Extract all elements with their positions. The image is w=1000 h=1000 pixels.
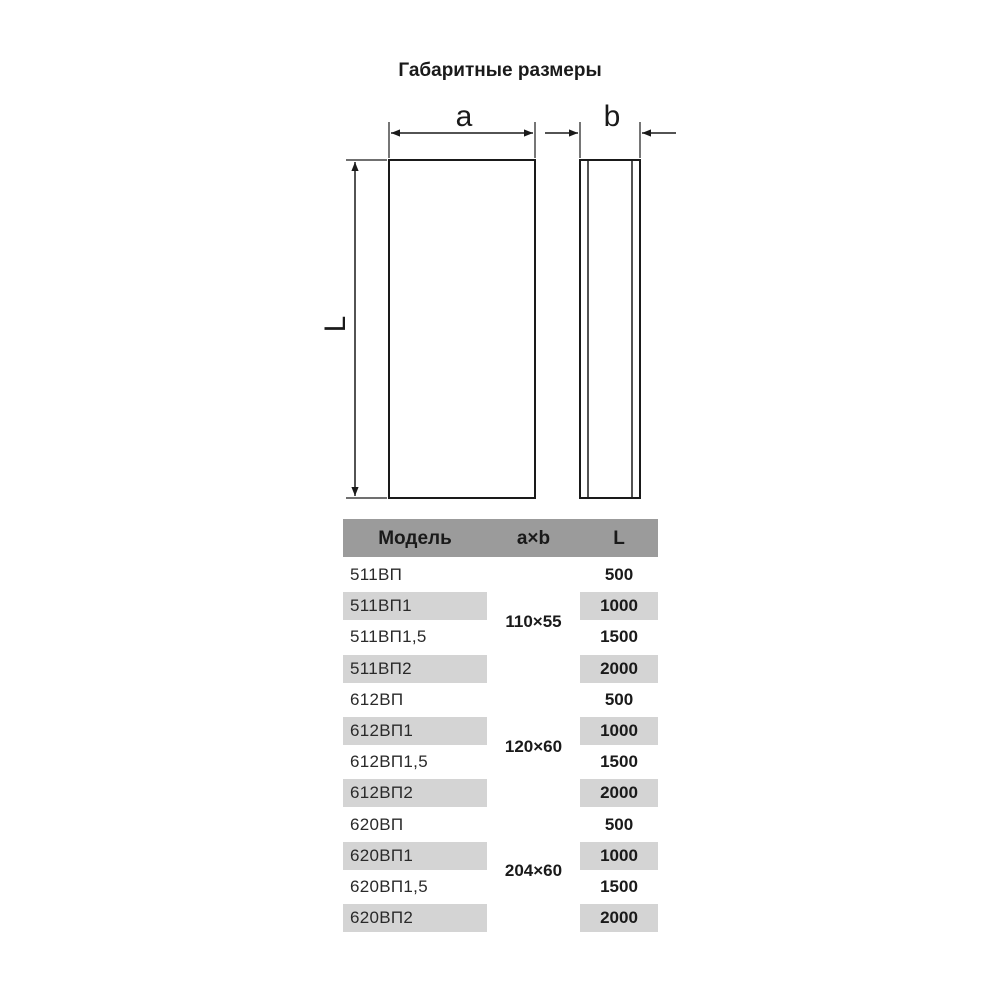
dimension-a-label: a (455, 100, 473, 133)
length-cell: 500 (604, 565, 634, 584)
model-cell: 620ВП1 (350, 846, 414, 865)
header-model: Модель (378, 528, 452, 549)
dimension-L-label: L (319, 315, 352, 333)
header-size: a×b (516, 528, 551, 549)
dimension-L (319, 160, 387, 498)
model-cell: 620ВП (350, 815, 404, 834)
model-cell: 620ВП2 (350, 908, 414, 927)
size-cell: 204×60 (504, 861, 563, 880)
length-cell: 1000 (600, 846, 638, 865)
length-cell: 2000 (600, 783, 638, 802)
model-cell: 511ВП1,5 (350, 627, 427, 646)
model-cell: 511ВП2 (350, 659, 412, 678)
model-cell: 511ВП1 (350, 596, 412, 615)
length-cell: 500 (604, 815, 634, 834)
table-header (343, 519, 658, 557)
length-cell: 2000 (600, 908, 638, 927)
model-cell: 612ВП (350, 690, 404, 709)
length-cell: 1500 (600, 877, 638, 896)
model-cell: 511ВП (350, 565, 403, 584)
size-cell: 120×60 (504, 737, 563, 756)
dimension-a (389, 100, 535, 158)
header-length: L (613, 528, 625, 549)
length-cell: 1000 (600, 596, 638, 615)
model-cell: 620ВП1,5 (350, 877, 428, 896)
model-cell: 612ВП2 (350, 783, 414, 802)
length-cell: 1500 (600, 752, 638, 771)
length-cell: 1000 (600, 721, 638, 740)
dimension-b-label: b (603, 100, 621, 133)
length-cell: 500 (604, 690, 634, 709)
size-cell: 110×55 (505, 612, 562, 631)
side-view-panel (580, 160, 640, 498)
dimension-b (545, 100, 676, 158)
model-cell: 612ВП1,5 (350, 752, 428, 771)
model-cell: 612ВП1 (350, 721, 414, 740)
front-view-panel (389, 160, 535, 498)
length-cell: 1500 (600, 627, 638, 646)
page-title: Габаритные размеры (398, 60, 602, 81)
length-cell: 2000 (600, 659, 638, 678)
